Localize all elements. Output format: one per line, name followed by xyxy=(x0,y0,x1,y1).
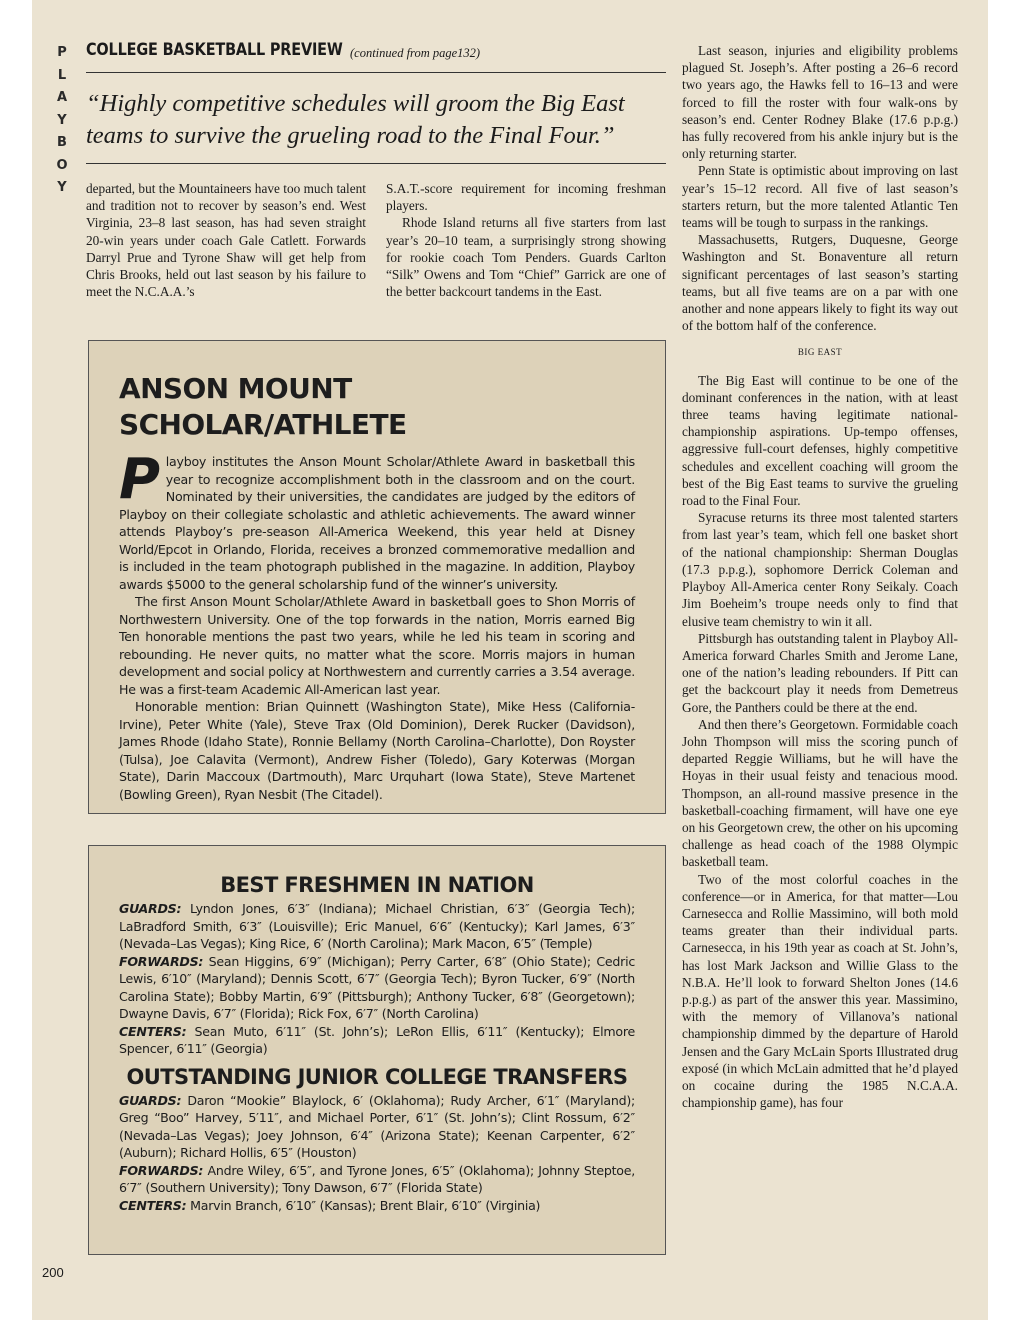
pull-quote: “Highly competitive schedules will groom the Big East teams to survive the grueling road to the Final Four.” xyxy=(86,86,666,164)
paragraph xyxy=(119,447,635,593)
position-label: FORWARDS: xyxy=(119,1162,204,1178)
masthead-letter: A xyxy=(56,90,68,105)
column-left xyxy=(86,180,366,300)
player-list: Lyndon Jones, 6′3″ (Indiana); Michael Christian, 6′3″ (Georgia Tech); LaBradford Smith, 6′3″ (Louisville); Eric Manuel, 6′6″ (Kentucky); Karl James, 6′3″ (Nevada–Las Vegas); King Rice, 6′ (North Carolina); Mark Macon, 6′5″ (Temple) xyxy=(119,901,635,951)
masthead-letter: L xyxy=(57,67,67,83)
paragraph: Syracuse returns its three most talented starters from last year’s team, which fell one basket short of the national championship: Sherman Douglas (17.3 p.p.g.), sophomore Derrick Coleman and Playboy All-America center Rony Seikaly. Coach Jim Boeheim’s troupe needs only to find that elusive team chemistry to win it all. xyxy=(682,510,958,629)
subhead-big-east: BIG EAST xyxy=(797,347,843,358)
paragraph: Honorable mention: Brian Quinnett (Washington State), Mike Hess (California-Irvine), Peter White (Yale), Steve Trax (Old Dominion), Derek Rucker (Davidson), James Rhode (Idaho State), Ronnie Bellamy (North Carolina–Charlotte), Don Royster (Tulsa), Joe Calavita (Vermont), Andrew Fisher (Toledo), Gary Koterwas (Morgan State), Darin Maccoux (Dartmouth), Marc Urquhart (Iowa State), Steve Martenet (Bowling Green), Ryan Nesbit (The Citadel). xyxy=(119,699,635,802)
column-right xyxy=(682,42,958,1111)
list-forwards xyxy=(119,953,635,1023)
paragraph: Pittsburgh has outstanding talent in Playboy All-America forward Charles Smith and Jerome Lane, one of the nation’s leading rebounders. If Pitt can get the backcourt play it needs from Demetreus Gore, the Panthers could be there at the end. xyxy=(682,630,958,715)
position-label: GUARDS: xyxy=(119,901,182,916)
list-centers xyxy=(119,1023,635,1058)
position-label: CENTERS: xyxy=(119,1023,187,1039)
masthead-letter: B xyxy=(57,135,67,150)
paragraph: And then there’s Georgetown. Formidable coach John Thompson will miss the scoring punch of departed Reggie Williams, but he will have the Hoyas in their usual feisty and tenacious mood. Thompson, an all-round massive presence in the basketball-coaching firmament, will have one eye on his Georgetown crew, the other on his upcoming challenge as head coach of the 1988 Olympic basketball team. xyxy=(682,716,958,870)
column-middle xyxy=(386,180,666,300)
vertical-masthead xyxy=(54,42,70,200)
list-forwards xyxy=(119,1162,635,1197)
position-label: GUARDS: xyxy=(119,1092,182,1108)
masthead-letter: Y xyxy=(57,112,67,128)
section-header xyxy=(86,40,666,73)
continued-note: (continued from page132) xyxy=(350,46,481,60)
player-list: Daron “Mookie” Blaylock, 6′ (Oklahoma); Rudy Archer, 6′1″ (Maryland); Greg “Boo” Harvey, 5′11″, and Michael Porter, 6′1″ (St. John’s); Clint Rossum, 6′2″ (Nevada–Las Vegas); Joey Johnson, 6′4″ (Arizona State); Keenan Carpenter, 6′2″ (Auburn); Richard Hollis, 6′5″ (Houston) xyxy=(119,1092,635,1160)
box-title: BEST FRESHMEN IN NATION xyxy=(220,873,534,897)
list-guards xyxy=(119,900,635,953)
position-label: FORWARDS: xyxy=(119,953,204,969)
paragraph-text: layboy institutes the Anson Mount Scholar/Athlete Award in basketball this year to recognize accomplishment both in the classroom and on the court. Nominated by their universities, the candidates are judged by the editors of Playboy on their collegiate scholastic and athletic achievements. The award winner attends Playboy’s pre-season All-America Weekend, this year held at Disney World/Epcot in Orlando, Florida, receives a bronzed commemorative medallion and is included in the team photograph published in the magazine. In addition, Playboy awards $5000 to the general scholarship fund of the winner’s university. xyxy=(119,454,635,592)
paragraph: departed, but the Mountaineers have too much talent and tradition not to recover by season’s end. West Virginia, 23–8 last season, has had seven straight 20-win years under coach Gale Catlett. Forwards Darryl Prue and Tyrone Shaw will get help from Chris Brooks, held out last season by his failure to meet the N.C.A.A.’s xyxy=(86,181,366,300)
paragraph: Last season, injuries and eligibility problems plagued St. Joseph’s. After posting a 26–6 record two years ago, the Hawks fell to 16–13 and were forced to fill the roster with four walk-ons by season’s end. Center Rodney Blake (17.6 p.p.g.) has fully recovered from his ankle injury but is the only returning starter. xyxy=(682,43,958,162)
player-list: Sean Higgins, 6′9″ (Michigan); Perry Carter, 6′8″ (Ohio State); Cedric Lewis, 6′10″ (Maryland); Dennis Scott, 6′7″ (Georgia Tech); Byron Tucker, 6′9″ (North Carolina State); Bobby Martin, 6′9″ (Pittsburgh); Anthony Tucker, 6′8″ (Georgetown); Dwayne Davis, 6′7″ (Florida); Rick Fox, 6′7″ (North Carolina) xyxy=(119,953,635,1021)
paragraph: The Big East will continue to be one of the dominant conferences in the nation, with at least three teams having legitimate national-championship aspirations. Up-tempo offenses, aggressive full-court defenses, highly competitive schedules and excellent coaching will groom the best of the Big East teams to survive the grueling road to the Final Four. xyxy=(682,372,958,509)
box-title: ANSON MOUNT SCHOLAR/ATHLETE xyxy=(119,372,407,441)
page-number: 200 xyxy=(42,1265,64,1280)
paragraph: Two of the most colorful coaches in the conference—or in America, for that matter—Lou Carnesecca and Rollie Massimino, will both mold teams greater than their individual parts. Carnesecca, in his 19th year as coach at St. John’s, has lost Mark Jackson and Willie Glass to the N.B.A. He’ll look to forward Shelton Jones (14.6 p.p.g.) as part of the answer this year. Massimino, with the memory of Villanova’s national championship dimmed by the departure of Harold Jensen and the Gary McLain Sports Illustrated drug exposé (in which McLain admitted that he’d played on cocaine during the 1985 N.C.A.A. championship game), has four xyxy=(682,871,958,1111)
list-guards xyxy=(119,1092,635,1162)
box-subtitle: OUTSTANDING JUNIOR COLLEGE TRANSFERS xyxy=(126,1064,628,1089)
masthead-letter: Y xyxy=(57,180,67,195)
masthead-letter: P xyxy=(57,45,67,60)
scholar-athlete-box xyxy=(88,340,666,814)
freshmen-transfers-box xyxy=(88,845,666,1255)
drop-cap: P xyxy=(119,447,160,512)
list-centers xyxy=(119,1197,635,1215)
paragraph: S.A.T.-score requirement for incoming freshman players. xyxy=(386,181,666,214)
masthead-letter: O xyxy=(56,157,68,173)
paragraph: Massachusetts, Rutgers, Duquesne, George Washington and St. Bonaventure all return significant percentages of last season’s starting teams, but all five teams are on a par with one another and none appears likely to fight its way out of the bottom half of the conference. xyxy=(682,232,958,334)
paragraph: Rhode Island returns all five starters from last year’s 20–10 team, a surprisingly strong showing for rookie coach Tom Penders. Guards Carlton “Silk” Owens and Tom “Chief” Garrick are one of the better backcourt tandems in the East. xyxy=(386,215,666,300)
player-list: Andre Wiley, 6′5″, and Tyrone Jones, 6′5″ (Oklahoma); Johnny Steptoe, 6′7″ (Southern University); Tony Dawson, 6′7″ (Florida State) xyxy=(119,1162,635,1195)
paragraph: Penn State is optimistic about improving on last year’s 15–12 record. All five of last season’s starters return, but the more talented Atlantic Ten teams will be tough to surpass in the rankings. xyxy=(682,163,958,231)
position-label: CENTERS: xyxy=(119,1197,187,1213)
section-title: COLLEGE BASKETBALL PREVIEW xyxy=(86,40,343,60)
paragraph: The first Anson Mount Scholar/Athlete Award in basketball goes to Shon Morris of Northwestern University. One of the top forwards in the nation, Morris earned Big Ten honorable mentions the past two years, while he led his team in scoring and rebounding. He never quits, no matter what the score. Morris majors in human development and social policy at Northwestern and currently carries a 3.54 average. He was a first-team Academic All-American last year. xyxy=(119,594,635,697)
player-list: Marvin Branch, 6′10″ (Kansas); Brent Blair, 6′10″ (Virginia) xyxy=(190,1197,541,1213)
player-list: Sean Muto, 6′11″ (St. John’s); LeRon Ellis, 6′11″ (Kentucky); Elmore Spencer, 6′11″ (Georgia) xyxy=(119,1023,635,1056)
